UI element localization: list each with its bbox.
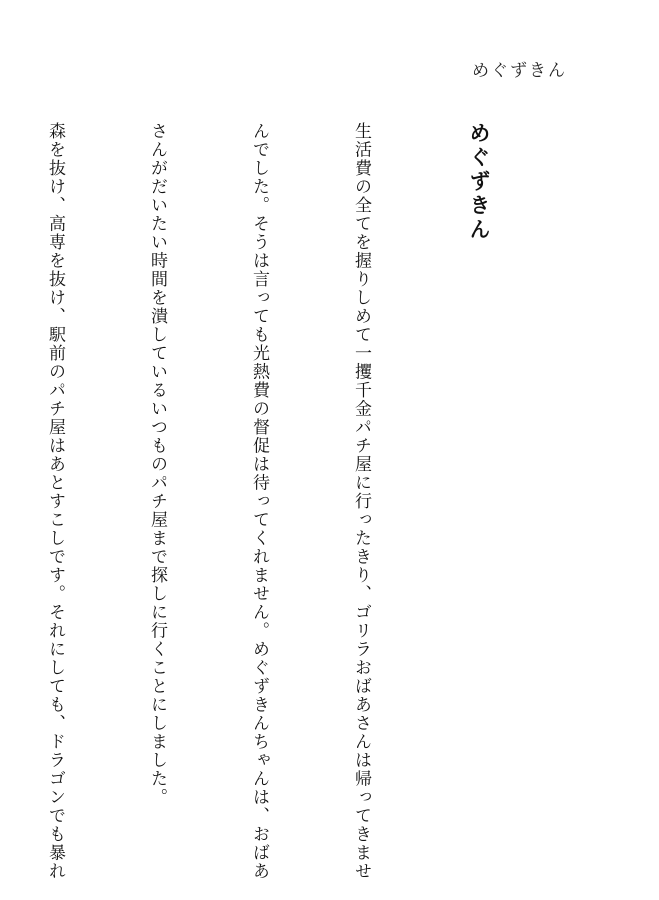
- article-title: めぐずきん: [467, 122, 491, 242]
- text-line: んでした。そうは言っても光熱費の督促は待ってくれません。めぐずきんちゃんは、おばあ: [249, 122, 269, 881]
- text-line: さんがだいたい時間を潰しているいつものパチ屋まで探しに行くことにしました。: [147, 122, 167, 807]
- vertical-text-body: [0, 122, 564, 881]
- text-line: 生活費の全てを握りしめて一攫千金パチ屋に行ったきり、ゴリラおばあさんは帰ってきませ: [351, 122, 371, 881]
- text-line: 森を抜け、高専を抜け、駅前のパチ屋はあとすこしです。それにしても、ドラゴンでも暴れ: [45, 122, 65, 881]
- running-header: めぐずきん: [472, 61, 567, 81]
